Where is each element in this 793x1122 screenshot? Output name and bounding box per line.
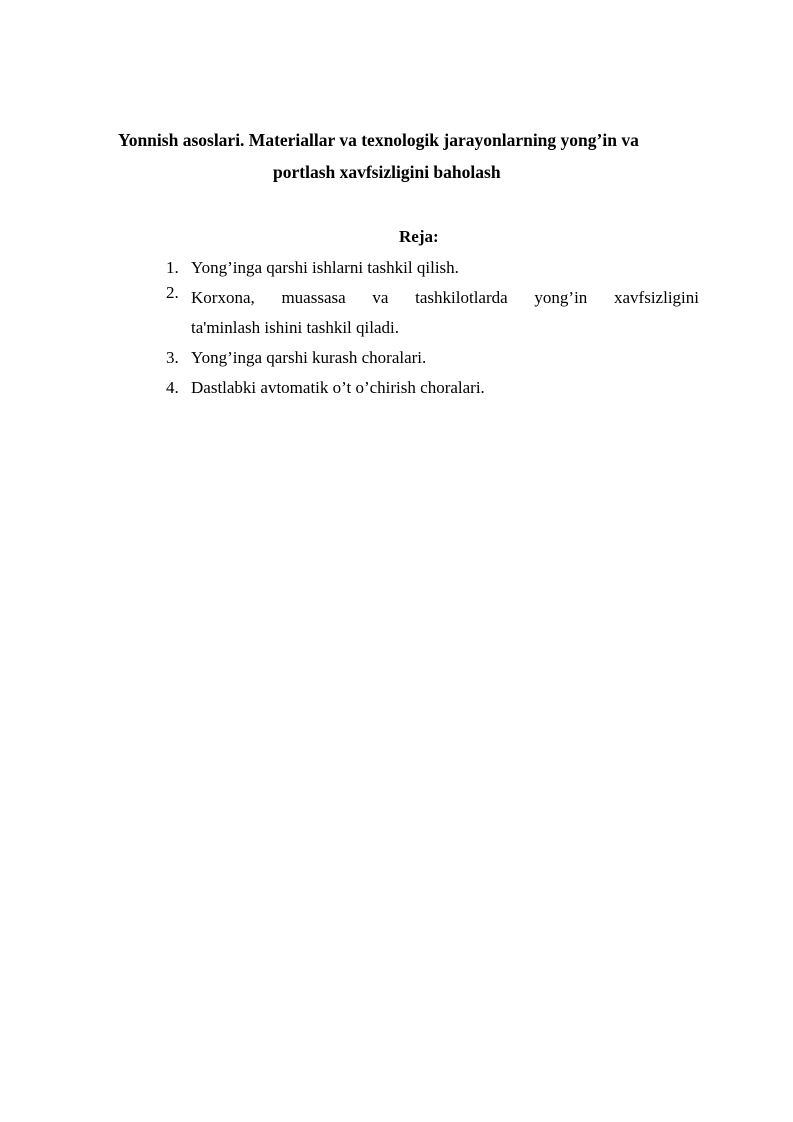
plan-item-number: 1. <box>166 258 179 277</box>
plan-item-text: Yong’inga qarshi ishlarni tashkil qilish. <box>191 258 459 277</box>
plan-item-3 <box>166 348 699 368</box>
plan-item-4 <box>166 378 699 398</box>
plan-item-text <box>191 283 699 343</box>
plan-item-text: Yong’inga qarshi kurash choralari. <box>191 348 427 367</box>
plan-item-number: 4. <box>166 378 179 397</box>
plan-item-2 <box>166 283 699 343</box>
plan-item-1 <box>166 258 699 278</box>
plan-item-number: 3. <box>166 348 179 367</box>
plan-heading: Reja: <box>399 227 439 246</box>
document-title-line-2: portlash xavfsizligini baholash <box>273 162 501 182</box>
plan-list <box>166 258 699 408</box>
plan-item-text-line-1: Korxona, muassasa va tashkilotlarda yong’in xavfsizligini <box>191 288 699 307</box>
plan-item-text-line-2: ta'minlash ishini tashkil qiladi. <box>191 318 399 337</box>
plan-item-text: Dastlabki avtomatik o’t o’chirish choralari. <box>191 378 485 397</box>
document-title-line-1: Yonnish asoslari. Materiallar va texnologik jarayonlarning yong’in va <box>118 130 639 150</box>
plan-item-number: 2. <box>166 283 179 302</box>
